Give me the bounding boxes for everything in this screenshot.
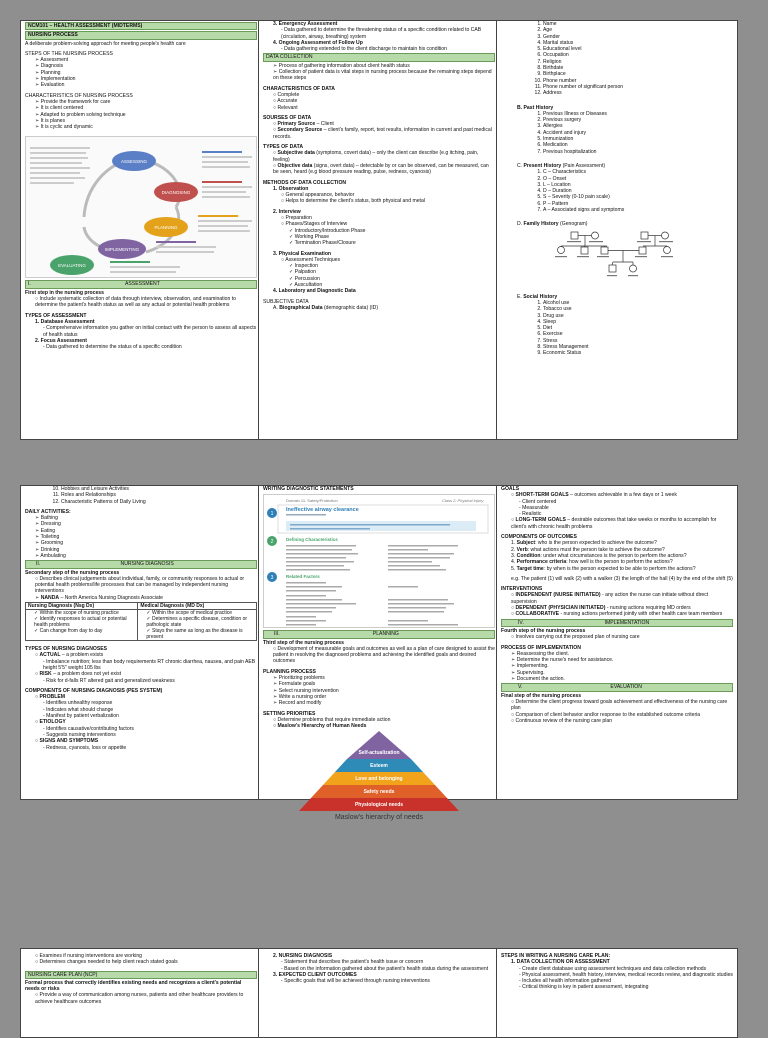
types-of-assessment-title: TYPES OF ASSESSMENT <box>25 312 87 319</box>
list-item: 5. S – Severity (0-10 pain scale) <box>543 194 733 200</box>
planning-header: III. PLANNING <box>263 630 495 638</box>
page-1 <box>20 20 262 440</box>
list-item: 2. O – Onset <box>543 176 733 182</box>
objective-data: ○ Objective data (signs, overt data) – detectable by or can be observed, can be measured, can be seen, heard (e.g blood pressure reading, pulse, redness, cyanosis) <box>273 162 489 176</box>
process-of-implementation-title: PROCESS OF IMPLEMENTATION <box>501 644 581 651</box>
list-item: ➢ Implementing. <box>511 663 549 670</box>
list-item: ➢ Implementation <box>35 76 76 83</box>
subjective-data: ○ Subjective data (symptoms, covert data) – only the client can describe (e.g itching, pain, feeling) <box>273 150 479 163</box>
list-item: ➢ Record and modify <box>273 700 322 707</box>
list-item: ○ COLLABORATIVE - nursing actions performed jointly with other health care team members <box>511 611 723 618</box>
ongoing-assessment: 4. Ongoing Assessment of Follow Up <box>273 39 363 46</box>
pyramid-caption: Maslow's hierarchy of needs <box>334 814 424 822</box>
node-diagnosing-label: DIAGNOSING <box>161 190 191 196</box>
data-collection-header: DATA COLLECTION <box>263 53 495 61</box>
nursing-diagnosis-header: II. NURSING DIAGNOSIS <box>25 560 257 568</box>
table-row <box>26 610 257 641</box>
node-evaluating-label: EVALUATING <box>58 263 86 269</box>
third-step-label: Third step of the nursing process <box>263 639 344 646</box>
social-history-list <box>507 300 733 357</box>
list-item: ➢ Formulate goals <box>273 681 316 688</box>
list-item: ➢ Select nursing intervention <box>273 687 339 694</box>
list-item: - Realistic <box>519 511 542 518</box>
list-item: 6. Occupation <box>543 52 733 58</box>
list-item: - Measurable <box>519 504 549 511</box>
social-history-title: E. Social History <box>517 293 558 300</box>
list-item: - Identifies causative/contributing factors <box>43 725 134 732</box>
database-assessment-desc: - Comprehensive information you gather on initial contact with the person to assess all aspects of health status <box>43 325 257 338</box>
list-item: ○ Helps to determine the client's status, both physical and metal <box>281 198 425 205</box>
list-item: ➢ Drinking <box>35 546 60 553</box>
list-item: ➢ Supervising. <box>511 669 545 676</box>
planning-process-title: PLANNING PROCESS <box>263 668 316 675</box>
assessment-description: ○ Include systematic collection of data through interview, observation, and examination to determine the patient's health status as well as any actual or potential health problems <box>35 296 237 309</box>
list-item: - Statement that describes the patient's health issue or concern <box>281 959 424 966</box>
list-item: ➢ Adapted to problem solving technique <box>35 111 126 118</box>
emergency-assessment-desc: - Data gathered to determine the threatening status of a specific condition related to CAB (circulation, airway, breathing) system <box>281 27 482 40</box>
list-item: - Client centered <box>519 498 557 505</box>
diagnosis-label: Ineffective airway clearance <box>286 507 359 514</box>
defining-characteristics-label: Defining Characteristics <box>286 537 338 543</box>
list-item: 5. Diet <box>543 325 733 331</box>
step-1-number: 1 <box>270 511 274 518</box>
nanda-sample-diagram <box>264 495 496 627</box>
column-header: Nursing Diagnosis (Nsg Dx) <box>26 603 138 610</box>
domain-tag: Domain 11: Safety/Protection <box>286 498 338 504</box>
secondary-step-label: Secondary step of the nursing process <box>25 569 120 576</box>
list-item: 1. Previous Illness or Diseases <box>543 111 733 117</box>
sources-of-data-title: SOURSES OF DATA <box>263 114 312 121</box>
list-item: 4. Performance criteria: how well is the person to perform the actions? <box>511 559 673 566</box>
biographical-data: A. Biographical Data (demographic data) (ID) <box>273 304 379 311</box>
assessment-header: I. ASSESSMENT <box>25 280 257 288</box>
list-item: 4. Accident and injury <box>543 130 733 136</box>
fourth-step-label: Fourth step of the nursing process <box>501 627 586 634</box>
list-item: ➢ Evaluation <box>35 82 65 89</box>
related-factors-label: Related Factors <box>286 574 320 580</box>
list-item: ➢ Planning <box>35 69 61 76</box>
node-assessing-label: ASSESSING <box>120 159 148 165</box>
page-5 <box>258 485 500 822</box>
past-history-list <box>507 111 733 155</box>
list-item: 1. Alcohol use <box>543 300 733 306</box>
node-planning-label: PLANNING <box>154 225 178 231</box>
list-item: - Includes all health information gathered <box>519 978 612 985</box>
etiology-component: ○ ETIOLOGY <box>35 719 66 726</box>
list-item: 7. Previous hospitalization <box>543 149 733 155</box>
page-title: NCM101 – HEALTH ASSESSMENT (MIDTERMS) <box>25 22 257 30</box>
list-item: 3. Gender <box>543 34 733 40</box>
page-6 <box>496 485 738 800</box>
daily-activities-title: DAILY ACTIVITIES: <box>25 508 71 515</box>
pyramid-label: Safety needs <box>363 789 395 796</box>
genogram <box>531 228 733 290</box>
list-item: ➢ Bathing <box>35 515 58 522</box>
pyramid-label: Love and belonging <box>355 776 403 783</box>
list-item: - Suggests nursing interventions <box>43 731 116 738</box>
data-collection-assessment: 1. DATA COLLECTION OR ASSESSMENT <box>511 959 610 966</box>
nursing-diagnosis-desc: ○ Describes clinical judgements about individual, family, or community responses to actual or potential health problems/life processes that can be managed by independent nursing interventions <box>35 575 245 595</box>
list-item: - Critical thinking is key in patient assessment, integrating <box>519 984 649 991</box>
steps-list <box>25 57 257 88</box>
list-item: 4. Marital status <box>543 40 733 46</box>
list-item: 7. A – Associated signs and symptoms <box>543 207 733 213</box>
list-item: ○ DEPENDENT (PHYSICIAN INITIATED) - nursing actions requiring MD orders <box>511 605 691 612</box>
list-item: ○ Complete <box>273 91 300 98</box>
list-item: ✓ Inspection <box>289 263 318 270</box>
pyramid-label: Physiological needs <box>354 802 404 809</box>
list-item: 3. Allergies <box>543 123 733 129</box>
table-cell: ✓ Within the scope of nursing practice ✓ Identify responses to actual or potential health problems ✓ Can change from day to day <box>26 610 138 641</box>
list-item: 4. D – Duration <box>543 188 733 194</box>
list-item: 10. Hobbies and Leisure Activities <box>61 486 257 492</box>
signs-symptoms-component: ○ SIGNS AND SYMPTOMS <box>35 738 99 745</box>
list-item: ➢ It is planes <box>35 117 66 124</box>
page-9 <box>496 948 738 1038</box>
focus-assessment-desc: - Data gathered to determine the status of a specific condition <box>43 344 182 351</box>
list-item: 6. Exercise <box>543 331 733 337</box>
cycle-diagram <box>26 137 258 277</box>
list-item: - Based on the information gathered about the patient's health status during the assessment <box>281 965 489 972</box>
maslow-pyramid-diagram <box>263 729 495 822</box>
nanda-sample-figure <box>263 494 495 628</box>
first-step-label: First step in the nursing process <box>25 289 104 296</box>
list-item: ➢ Grooming <box>35 540 64 547</box>
list-item: ➢ Eating <box>35 527 56 534</box>
list-item: ➢ Reassessing the client. <box>511 650 570 657</box>
diagnosis-comparison-table <box>25 602 257 641</box>
maslow-pyramid <box>263 729 495 822</box>
list-item: 9. Economic Status <box>543 350 733 356</box>
node-implementing-label: IMPLEMENTING <box>104 247 140 253</box>
actual-example: - Imbalance nutrition; less than body requirements RT chronic diarrhea, nausea, and pain AEB height 5'5" weight 105 lbs <box>43 658 256 671</box>
list-item: 3. Condition: under what circumstances is the person to perform the actions? <box>511 552 687 559</box>
actual-diagnosis: ○ ACTUAL – a problem exists <box>35 652 104 659</box>
biographical-list <box>507 21 733 97</box>
ncp-description: Formal process that correctly identifies existing needs and recognizes a client's potential needs or risks <box>25 979 242 993</box>
problem-component: ○ PROBLEM <box>35 694 65 701</box>
list-item: ➢ Provide the framework for care <box>35 98 111 105</box>
list-item: ➢ Write a nursing order <box>273 693 327 700</box>
list-item: 3. L – Location <box>543 182 733 188</box>
step-2-number: 2 <box>270 539 274 546</box>
list-item: 2. Verb: what actions must the person take to achieve the outcome? <box>511 546 665 553</box>
evaluation-header: V. EVALUATION <box>501 683 733 691</box>
list-item: ○ Examines if nursing interventions are working <box>35 953 142 959</box>
list-item: ○ Accurate <box>273 98 298 105</box>
list-item: ➢ Ambulating <box>35 552 66 559</box>
interview: 2. Interview <box>273 208 301 215</box>
list-item: ✓ Percussion <box>289 275 320 282</box>
list-item: ✓ Termination Phase/Closure <box>289 240 356 247</box>
family-history-title: D. Family History (Genogram) <box>517 221 588 228</box>
list-item: 10. Phone number <box>543 78 733 84</box>
page-7 <box>20 948 262 1038</box>
ncp-nursing-diagnosis: 2. NURSING DIAGNOSIS <box>273 953 333 959</box>
list-item: 1. Name <box>543 21 733 27</box>
list-item: ➢ Toileting <box>35 534 60 541</box>
list-item: ○ Determines changes needed to help client reach stated goals <box>35 959 178 966</box>
database-assessment: 1. Database Assessment <box>35 318 95 325</box>
table-header-row <box>26 603 257 610</box>
characteristics-of-data-title: CHARACTERISTICS OF DATA <box>263 85 335 92</box>
ongoing-assessment-desc: - Data gathering extended to the client discharge to maintain his condition <box>281 46 447 53</box>
list-item: 7. Religion <box>543 59 733 65</box>
list-item: ○ Relevant <box>273 104 298 111</box>
ncp-header: NURSING CARE PLAN (NCP) <box>25 971 257 979</box>
list-item: ➢ Diagnosis <box>35 63 64 70</box>
left-text-block <box>30 147 90 184</box>
list-item: - Redness, cyanosis, loss or appetite <box>43 744 127 751</box>
maslow-item: ○ Maslow's Hierarchy of Human Needs <box>273 723 367 730</box>
class-tag: Class 2: Physical Injury <box>442 498 484 504</box>
types-of-nursing-diagnoses-title: TYPES OF NURSING DIAGNOSES <box>25 646 108 653</box>
setting-priorities-title: SETTING PRIORITIES <box>263 710 316 717</box>
primary-source: ○ Primary Source – Client <box>273 121 334 128</box>
writing-diagnostic-statements-title: WRITING DIAGNOSTIC STATEMENTS <box>263 486 354 492</box>
list-item: ○ Assessment Techniques <box>281 256 341 263</box>
emergency-assessment: 3. Emergency Assessment <box>273 21 338 27</box>
long-term-goals: ○ LONG-TERM GOALS – desirable outcomes that take weeks or months to accomplish for client's with chronic health problems <box>511 517 717 530</box>
components-of-outcomes-title: COMPONENTS OF OUTCOMES <box>501 534 577 541</box>
list-item: 6. P – Pattern <box>543 201 733 207</box>
list-item: ○ Continuous review of the nursing care plan <box>511 717 613 724</box>
list-item: 7. Stress <box>543 338 733 344</box>
short-term-goals: ○ SHORT-TERM GOALS – outcomes achievable in a few days or 1 week <box>511 492 677 499</box>
observation: 1. Observation <box>273 185 309 192</box>
column-header: Medical Diagnosis (MD Dx) <box>138 603 257 610</box>
subjective-data-title: SUBJECTIVE DATA <box>263 298 309 305</box>
past-history-title: B. Past History <box>517 104 554 111</box>
list-item: ○ Preparation <box>281 215 312 222</box>
list-item: ➢ Document the action. <box>511 676 565 683</box>
ncp-steps-title: STEPS IN WRITING A NURSING CARE PLAN: <box>501 953 611 959</box>
risk-diagnosis: ○ RISK – a problem does not yet exist <box>35 671 122 678</box>
genogram-diagram <box>531 228 701 290</box>
list-item: ○ INDEPENDENT (NURSE INITIATED) - any action the nurse can initiate without direct supervision <box>511 592 709 605</box>
list-item: 4. Sleep <box>543 319 733 325</box>
list-item: - Indicates what should change <box>43 706 114 713</box>
characteristics-title: CHARACTERISTICS OF NURSING PROCESS <box>25 92 133 99</box>
list-item: - Physical assessment, health history, interview, medical records review, and diagnostic studies <box>519 971 733 978</box>
types-of-data-title: TYPES OF DATA <box>263 144 303 151</box>
nursing-process-header: NURSING PROCESS <box>25 31 257 39</box>
list-item: 8. Stress Management <box>543 344 733 350</box>
list-item: ○ Determine problems that require immediate action <box>273 716 391 723</box>
lab-diagnostic-data: 4. Laboratory and Diagnostic Data <box>273 288 356 295</box>
list-item: ➢ Prioritizing problems <box>273 675 325 682</box>
list-item: ✓ Palpation <box>289 269 316 276</box>
pyramid-label: Esteem <box>370 763 388 770</box>
present-history-title: C. Present History (Pain Assessment) <box>517 162 606 169</box>
pyramid-label: Self-actualization <box>358 750 400 757</box>
list-item: 2. Tobacco use <box>543 306 733 312</box>
table-cell: ✓ Within the scope of medical practice ✓ Determines a specific disease, condition or pathologic state ✓ Stays the same as long as the disease is present <box>138 610 257 641</box>
more-subjective-list <box>25 486 257 505</box>
methods-title: METHODS OF DATA COLLECTION <box>263 179 347 186</box>
list-item: 8. Birthdate <box>543 65 733 71</box>
pain-assessment-list <box>507 169 733 213</box>
implementation-desc: ○ Involves carrying out the proposed plan of nursing care <box>511 634 640 641</box>
list-item: ➢ Determine the nurse's need for assistance. <box>511 657 614 664</box>
list-item: ✓ Auscultation <box>289 281 323 288</box>
list-item: - Manifest by patient verbalization <box>43 713 119 720</box>
steps-title: STEPS OF THE NURSING PROCESS <box>25 50 113 57</box>
list-item: 11. Roles and Relationships <box>61 492 257 498</box>
list-item: 12. Address <box>543 90 733 96</box>
page-3 <box>496 20 738 440</box>
list-item: - Create client database using assessment techniques and data collection methods <box>519 965 707 972</box>
page-2 <box>258 20 500 440</box>
list-item: ➢ Dressing <box>35 521 61 528</box>
list-item: ○ General appearance, behavior <box>281 192 355 199</box>
list-item: 5. Educational level <box>543 46 733 52</box>
physical-examination: 3. Physical Examination <box>273 250 332 257</box>
pyramid-level-self-actualization <box>363 731 395 745</box>
step-3-number: 3 <box>270 575 274 582</box>
list-item: 12. Characteristic Patterns of Daily Living <box>61 499 257 505</box>
nanda-definition: ➢ NANDA – North America Nursing Diagnosis Associate <box>35 594 163 601</box>
list-item: - Specific goals that will be achieved through nursing interventions <box>281 978 430 985</box>
list-item: 1. Subject: who is the person expected to achieve the outcome? <box>511 540 657 547</box>
list-item: 5. Target time: by when is the person expected to be able to perform the actions? <box>511 565 696 572</box>
list-item: ➢ Collection of patient data is vital steps in nursing process because the remaining steps depend on these steps <box>273 69 492 82</box>
characteristics-list <box>25 99 257 130</box>
list-item: ○ Determine the client progress toward goals achievement and effectiveness of the nursing care plan <box>511 698 728 712</box>
page-4 <box>20 485 262 800</box>
planning-description: ○ Development of measurable goals and outcomes as well as a plan of care designed to assist the patient in resolving the diagnosed problems and achieving the identified goals and desired outcomes <box>273 645 495 665</box>
list-item: 5. Immunization <box>543 136 733 142</box>
list-item: ✓ Introductory/Introduction Phase <box>289 227 366 234</box>
outcome-example: e.g. The patient (1) will walk (2) with a walker (3) the length of the hall (4) by the end of the shift (5) <box>511 575 733 582</box>
list-item: 2. Previous surgery <box>543 117 733 123</box>
list-item: 9. Birthplace <box>543 71 733 77</box>
nursing-process-definition: A deliberate problem-solving approach for meeting people's health care <box>25 40 186 47</box>
list-item: ✓ Working Phase <box>289 233 330 240</box>
final-step-label: Final step of the nursing process <box>501 692 582 699</box>
list-item: - Identifies unhealthy response <box>43 700 113 707</box>
list-item: ○ Provide a way of communication among nurses, patients and other healthcare providers to achieve healthcare outcomes <box>35 992 244 1005</box>
list-item: 11. Phone number of significant person <box>543 84 733 90</box>
list-item: ➢ Process of gathering information about client health status <box>273 62 410 69</box>
list-item: 6. Medication <box>543 142 733 148</box>
pes-system-title: COMPONENTS OF NURSING DIAGNOSIS (PES SYSTEM) <box>25 687 163 694</box>
goals-title: GOALS <box>501 486 520 492</box>
list-item: ➢ It is client centered <box>35 105 84 112</box>
list-item: ➢ Assessment <box>35 57 69 64</box>
list-item: 3. Drug use <box>543 313 733 319</box>
risk-example: - Risk for d-falls RT altered gait and generalized weakness <box>43 677 175 684</box>
nursing-process-diagram <box>25 136 257 278</box>
list-item: ○ Phases/Stages of Interview <box>281 221 348 228</box>
implementation-header: IV. IMPLEMENTATION <box>501 619 733 627</box>
list-item: 1. C – Characteristics <box>543 169 733 175</box>
focus-assessment: 2. Focus Assessment <box>35 337 87 344</box>
list-item: ○ Comparison of client behavior and/or response to the established outcome criteria <box>511 711 701 718</box>
expected-client-outcomes: 3. EXPECTED CLIENT OUTCOMES <box>273 971 357 978</box>
interventions-title: INTERVENTIONS <box>501 586 543 593</box>
list-item: ➢ It is cyclic and dynamic <box>35 124 93 131</box>
list-item: 2. Age <box>543 27 733 33</box>
page-8 <box>258 948 500 1038</box>
secondary-source: ○ Secondary Source – client's family, report, test results, information in current and past medical records. <box>273 127 492 140</box>
